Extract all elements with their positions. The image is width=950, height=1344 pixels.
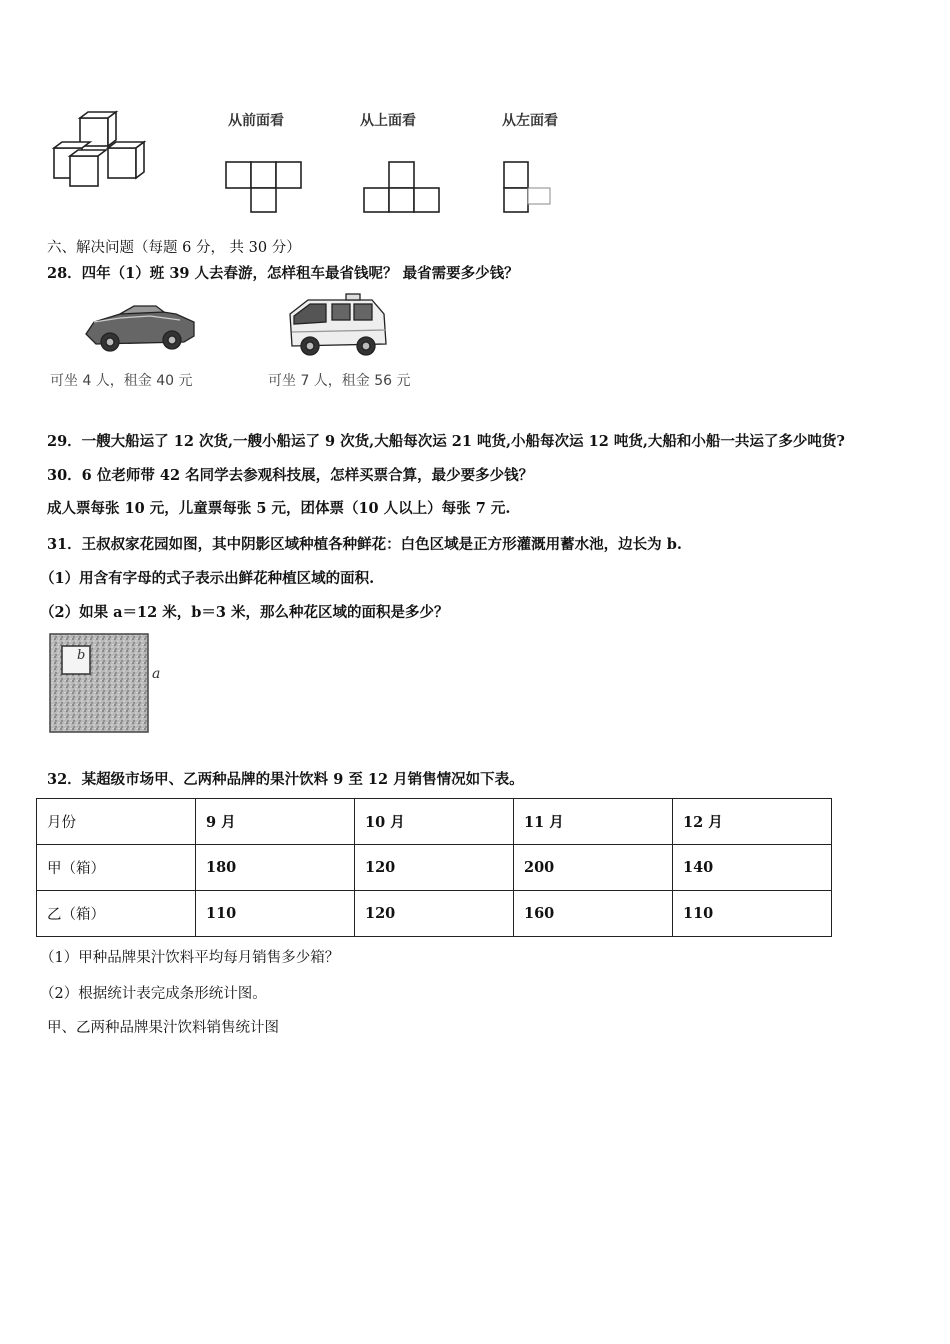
table-row: [37, 845, 832, 891]
table-header-cell: 11 月: [514, 799, 673, 845]
question-32-part-2: （2）根据统计表完成条形统计图。: [40, 986, 267, 1002]
table-cell: 120: [355, 891, 514, 937]
question-30-detail: 成人票每张 10 元，儿童票每张 5 元，团体票（10 人以上）每张 7 元.: [47, 500, 511, 517]
table-header-row: [37, 799, 832, 845]
top-view-figure: [362, 158, 442, 216]
question-31-part-1: （1）用含有字母的式子表示出鲜花种植区域的面积.: [40, 570, 375, 587]
cube-stack-figure: [50, 110, 150, 190]
van-caption: 可坐 7 人，租金 56 元: [268, 373, 411, 389]
front-view-figure: [224, 158, 304, 216]
table-header-cell: 月份: [37, 799, 196, 845]
sports-car-image: [80, 300, 200, 360]
question-32: 32．某超级市场甲、乙两种品牌的果汁饮料 9 至 12 月销售情况如下表。: [47, 771, 524, 788]
table-cell: 140: [673, 845, 832, 891]
garden-figure: [48, 632, 168, 736]
table-cell: 110: [196, 891, 355, 937]
table-cell: 110: [673, 891, 832, 937]
garden-label-a: a: [152, 666, 161, 682]
table-cell: 160: [514, 891, 673, 937]
table-cell: 200: [514, 845, 673, 891]
table-header-cell: 10 月: [355, 799, 514, 845]
question-28: 28．四年（1）班 39 人去春游，怎样租车最省钱呢？ 最省需要多少钱？: [47, 265, 519, 282]
table-row-label: 乙（箱）: [37, 891, 196, 937]
top-view-label: 从上面看: [360, 113, 416, 129]
table-row: [37, 891, 832, 937]
section-six-heading: 六、解决问题（每题 6 分， 共 30 分）: [47, 240, 301, 256]
left-view-figure: [502, 158, 558, 216]
question-29: 29．一艘大船运了 12 次货,一艘小船运了 9 次货,大船每次运 21 吨货,小船每次运 12 吨货,大船和小船一共运了多少吨货?: [47, 433, 845, 450]
sales-table: [36, 798, 832, 937]
garden-label-b: b: [77, 648, 86, 663]
left-view-label: 从左面看: [502, 113, 558, 129]
table-cell: 120: [355, 845, 514, 891]
question-32-part-1: （1）甲种品牌果汁饮料平均每月销售多少箱？: [40, 950, 340, 966]
table-header-cell: 9 月: [196, 799, 355, 845]
front-view-label: 从前面看: [228, 113, 284, 129]
table-row-label: 甲（箱）: [37, 845, 196, 891]
question-31-part-2: （2）如果 a＝12 米，b＝3 米，那么种花区域的面积是多少？: [40, 604, 449, 621]
chart-title: 甲、乙两种品牌果汁饮料销售统计图: [47, 1020, 279, 1036]
table-cell: 180: [196, 845, 355, 891]
table-header-cell: 12 月: [673, 799, 832, 845]
question-31: 31．王叔叔家花园如图，其中阴影区域种植各种鲜花：白色区域是正方形灌溉用蓄水池，边长为 b.: [47, 536, 682, 553]
question-30: 30．6 位老师带 42 名同学去参观科技展，怎样买票合算，最少要多少钱？: [47, 467, 534, 484]
van-image: [286, 292, 390, 362]
car-1-caption: 可坐 4 人，租金 40 元: [50, 373, 193, 389]
